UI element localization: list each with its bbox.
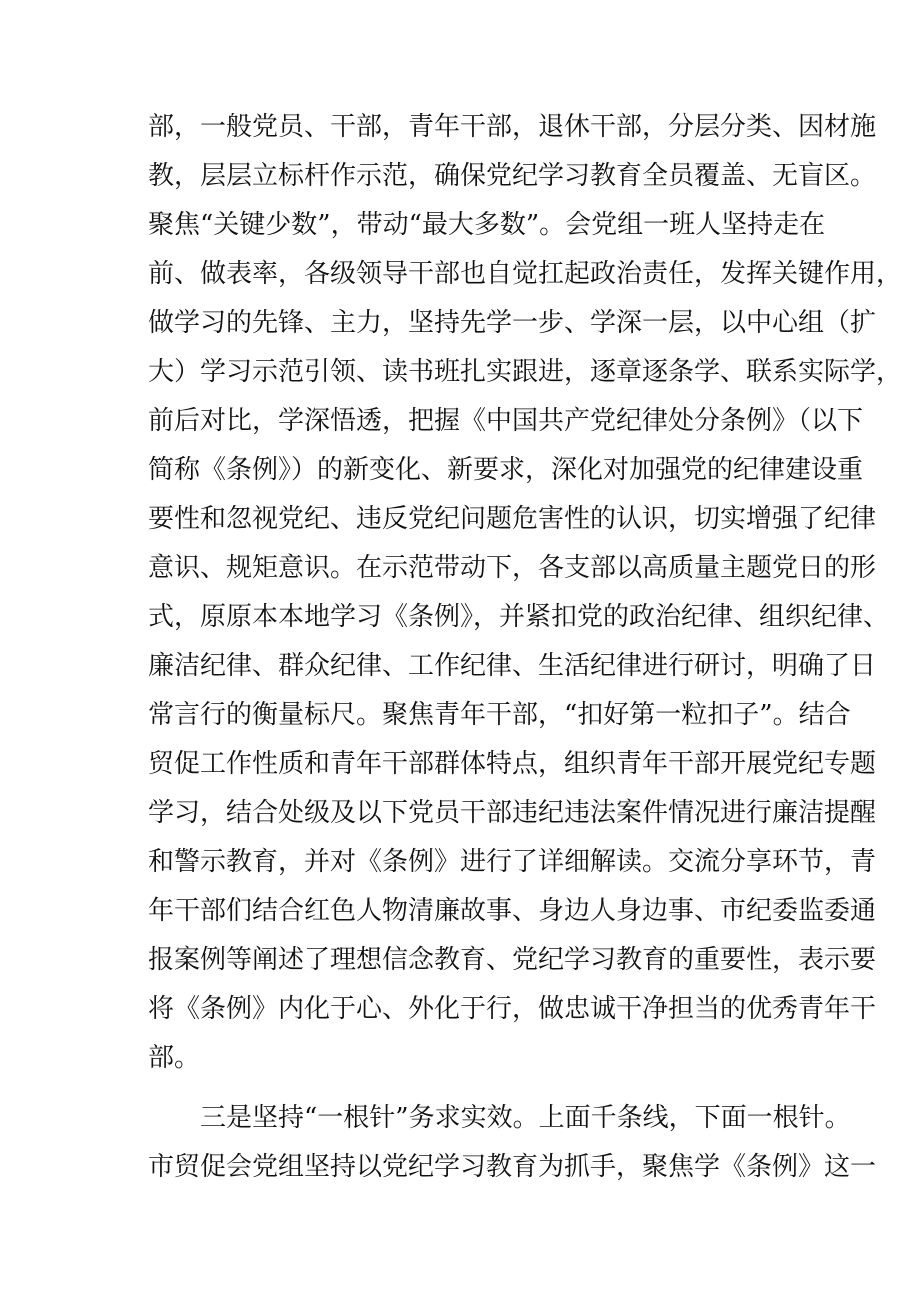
paragraph-start-line: 三是坚持“一根针”务求实效。上面千条线，下面一根针。	[148, 1103, 851, 1133]
text-line: 意识、规矩意识。在示范带动下，各支部以高质量主题党日的形	[148, 553, 877, 583]
text-line: 做学习的先锋、主力，坚持先学一步、学深一层，以中心组（扩	[148, 308, 877, 338]
text-line: 常言行的衡量标尺。聚焦青年干部，“扣好第一粒扣子”。结合	[148, 700, 851, 730]
text-line: 廉洁纪律、群众纪律、工作纪律、生活纪律进行研讨，明确了日	[148, 651, 877, 681]
text-line: 学习，结合处级及以下党员干部违纪违法案件情况进行廉洁提醒	[148, 798, 877, 828]
text-line: 要性和忽视党纪、违反党纪问题危害性的认识，切实增强了纪律	[148, 504, 877, 534]
text-line: 前后对比，学深悟透，把握《中国共产党纪律处分条例》（以下	[148, 406, 864, 436]
text-line: 式，原原本本地学习《条例》，并紧扣党的政治纪律、组织纪律、	[148, 602, 890, 632]
text-line: 贸促工作性质和青年干部群体特点，组织青年干部开展党纪专题	[148, 749, 877, 779]
text-line: 报案例等阐述了理想信念教育、党纪学习教育的重要性，表示要	[148, 945, 877, 975]
text-line: 聚焦“关键少数”，带动“最大多数”。会党组一班人坚持走在	[148, 210, 826, 240]
text-line: 教，层层立标杆作示范，确保党纪学习教育全员覆盖、无盲区。	[148, 161, 877, 191]
text-line: 前、做表率，各级领导干部也自觉扛起政治责任，发挥关键作用，	[148, 259, 903, 289]
paragraph-end-line: 部。	[148, 1043, 201, 1073]
text-line: 市贸促会党组坚持以党纪学习教育为抓手，聚焦学《条例》这一	[148, 1152, 877, 1182]
text-line: 部，一般党员、干部，青年干部，退休干部，分层分类、因材施	[148, 112, 877, 142]
text-line: 简称《条例》）的新变化、新要求，深化对加强党的纪律建设重	[148, 455, 864, 485]
text-line: 和警示教育，并对《条例》进行了详细解读。交流分享环节，青	[148, 847, 877, 877]
body-text	[148, 103, 903, 1192]
text-line: 将《条例》内化于心、外化于行，做忠诚干净担当的优秀青年干	[148, 994, 877, 1024]
text-line: 大）学习示范引领、读书班扎实跟进，逐章逐条学、联系实际学，	[148, 357, 903, 387]
text-line: 年干部们结合红色人物清廉故事、身边人身边事、市纪委监委通	[148, 896, 877, 926]
